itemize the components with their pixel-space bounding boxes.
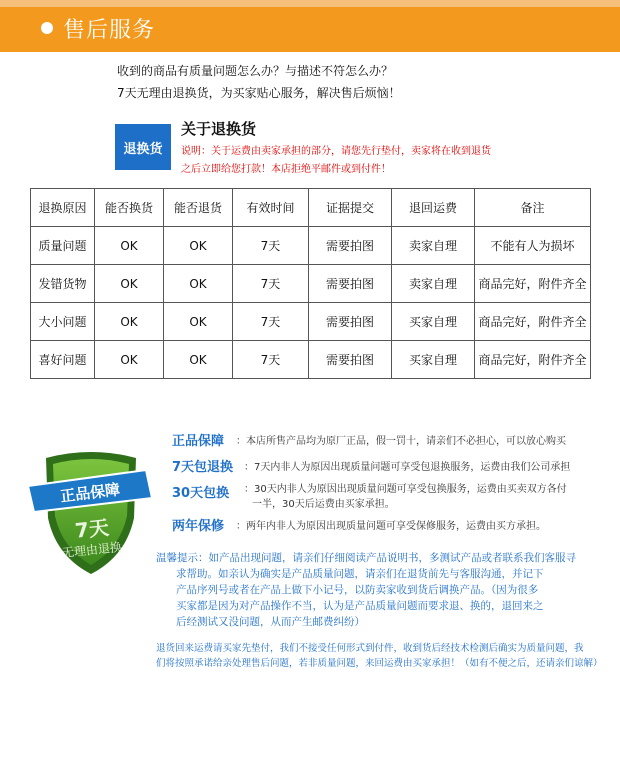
table-cell: 商品完好，附件齐全 <box>475 265 591 303</box>
bullet-dot-icon <box>41 22 53 34</box>
table-cell: 不能有人为损坏 <box>475 227 591 265</box>
table-header-cell: 能否退货 <box>164 189 233 227</box>
table-row <box>31 303 591 341</box>
table-cell: 买家自理 <box>392 341 475 379</box>
guarantee-label: 7天包退换 <box>172 460 234 475</box>
footer-line: 退货回来运费请买家先垫付，我们不接受任何形式到付件，收到货后经技术检测后确实为质量问题，我 <box>156 643 584 654</box>
table-header-row <box>31 189 591 227</box>
guarantee-text: ：7天内非人为原因出现质量问题可享受包退换服务，运费由我们公司承担 <box>244 462 571 473</box>
warm-tip-line: 买家都是因为对产品操作不当，认为是产品质量问题而要求退、换的，退回来之 <box>176 600 544 612</box>
section-title: 售后服务 <box>63 18 156 43</box>
table-cell: OK <box>95 303 164 341</box>
table-cell: OK <box>95 227 164 265</box>
table-cell: 需要拍图 <box>309 303 392 341</box>
guarantee-label: 30天包换 <box>172 486 230 501</box>
table-row <box>31 341 591 379</box>
table-cell: 需要拍图 <box>309 265 392 303</box>
shield-banner-text: 正品保障 <box>59 480 122 506</box>
returns-badge: 退换货 <box>115 124 171 170</box>
table-cell: 发错货物 <box>31 265 95 303</box>
intro-line-2: 7天无理由退换货，为买家贴心服务，解决售后烦恼！ <box>117 86 401 100</box>
table-header-cell: 退换原因 <box>31 189 95 227</box>
guarantee-text: ：30天内非人为原因出现质量问题可享受包换服务，运费由买卖双方各付 <box>244 484 567 495</box>
table-cell: 需要拍图 <box>309 341 392 379</box>
section-header <box>0 0 620 52</box>
guarantee-shield-icon <box>26 448 156 578</box>
guarantee-label: 正品保障 <box>172 434 225 449</box>
table-cell: 喜好问题 <box>31 341 95 379</box>
guarantee-text: ：两年内非人为原因出现质量问题可享受保修服务，运费由买方承担。 <box>236 521 546 532</box>
guarantee-text-cont: 一半，30天后运费由买家承担。 <box>252 499 395 510</box>
table-cell: 商品完好，附件齐全 <box>475 303 591 341</box>
table-cell: OK <box>164 265 233 303</box>
guarantee-label: 两年保修 <box>172 519 225 534</box>
intro-line-1: 收到的商品有质量问题怎么办？与描述不符怎么办？ <box>117 64 394 78</box>
returns-note-line-2: 之后立即给您打款！本店拒绝平邮件或到付件！ <box>181 164 391 175</box>
header-top-strip <box>0 0 620 7</box>
table-cell: OK <box>95 341 164 379</box>
warm-tip-line: 求帮助。如亲认为确实是产品质量问题，请亲们在退货前先与客服沟通，并记下 <box>176 568 544 580</box>
warm-tip-line: 产品序列号或者在产品上做下小记号，以防卖家收到货后调换产品。（因为很多 <box>176 584 539 596</box>
table-cell: 7天 <box>233 341 309 379</box>
table-cell: 卖家自理 <box>392 265 475 303</box>
returns-title: 关于退换货 <box>181 120 257 138</box>
footer-line: 们将按照承诺给亲处理售后问题，若非质量问题，来回运费由买家承担！（如有不便之后，还请亲们谅解） <box>156 658 603 669</box>
table-header-cell: 备注 <box>475 189 591 227</box>
table-cell: 需要拍图 <box>309 227 392 265</box>
returns-table <box>30 188 591 379</box>
table-cell: 买家自理 <box>392 303 475 341</box>
table-header-cell: 有效时间 <box>233 189 309 227</box>
shield-days-text: 7天 <box>73 515 111 543</box>
table-cell: 卖家自理 <box>392 227 475 265</box>
table-header-cell: 退回运费 <box>392 189 475 227</box>
warm-tip-line: 温馨提示：如产品出现问题，请亲们仔细阅读产品说明书，多测试产品或者联系我们客服寻 <box>156 552 576 564</box>
table-header-cell: 能否换货 <box>95 189 164 227</box>
guarantee-text: ：本店所售产品均为原厂正品，假一罚十，请亲们不必担心，可以放心购买 <box>236 436 566 447</box>
table-cell: 7天 <box>233 265 309 303</box>
table-cell: OK <box>164 341 233 379</box>
table-row <box>31 265 591 303</box>
returns-note-line-1: 说明：关于运费由卖家承担的部分，请您先行垫付，卖家将在收到退货 <box>181 146 491 157</box>
table-header-cell: 证据提交 <box>309 189 392 227</box>
table-cell: 大小问题 <box>31 303 95 341</box>
table-cell: 7天 <box>233 227 309 265</box>
table-cell: 商品完好，附件齐全 <box>475 341 591 379</box>
table-cell: OK <box>164 303 233 341</box>
table-cell: OK <box>164 227 233 265</box>
warm-tip-line: 后经测试又没问题，从而产生邮费纠纷） <box>176 616 365 628</box>
table-cell: OK <box>95 265 164 303</box>
table-row <box>31 227 591 265</box>
table-cell: 质量问题 <box>31 227 95 265</box>
shield-sub-text: 无理由退换 <box>61 539 123 561</box>
table-cell: 7天 <box>233 303 309 341</box>
